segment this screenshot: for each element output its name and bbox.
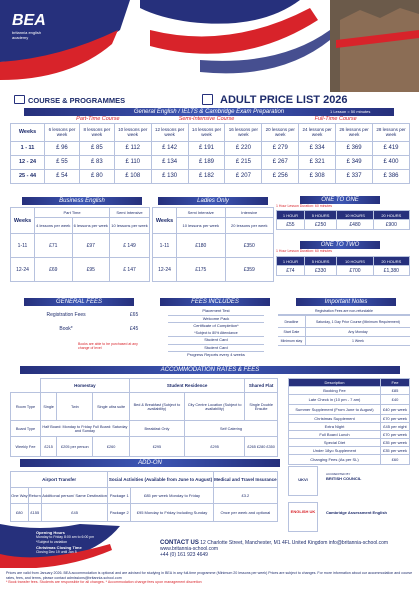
clipboard-icon (202, 94, 213, 105)
fee-val: £35 per week (380, 439, 409, 447)
general-english-table (10, 116, 410, 184)
col-header: 8 lessons per week (79, 123, 114, 141)
price-cell: £ 256 (262, 169, 299, 183)
price-cell: £250 (304, 220, 336, 230)
footer-note: * Book transfer fees. Students are responsible for all changes. * Accommodation change fees upon management discretion (6, 580, 202, 585)
fee-desc: Changing Fees (As per SL) (289, 455, 381, 465)
hours-line: *Subject to variation (36, 540, 68, 544)
one-to-two-table (276, 256, 410, 276)
price-cell: £ 134 (151, 155, 188, 169)
room-cell: Twin (57, 393, 93, 421)
footer-note: Prices are valid from January 2026. BEA accommodation is optional and are advised for studying in BEA in any full-time programme (Minimum 20 lessons per week) Prices are subject to changes. For more information about our accommodation and course rates, fees, and terms, please contact admissions@britannia-school.com (6, 571, 413, 580)
ladies-only-title: Ladies Only (197, 198, 229, 204)
price-cell: £330 (304, 266, 336, 276)
fee-val: £70 per week (380, 415, 409, 423)
table-row (11, 258, 150, 282)
col-header: 4 lessons per week (35, 218, 73, 234)
col-header: 10 HOURS (337, 257, 373, 266)
col-header: 1 HOUR (277, 257, 305, 266)
bc-name: BRITISH COUNCIL (326, 476, 362, 481)
row-label: Board Type (11, 421, 41, 437)
price-cell: £180 (177, 234, 226, 258)
price-cell: £ 207 (225, 169, 262, 183)
important-notes-heading: Registration Fees are non-refundable (278, 308, 410, 315)
list-item: Placement Test (168, 308, 264, 316)
fee-val: £40 (380, 395, 409, 405)
hours-line: Monday to Friday 8:00 am to 6:00 pm (36, 535, 95, 539)
col-header: 24 lessons per week (299, 123, 336, 141)
col-header: 5 HOURS (304, 257, 336, 266)
accommodation-bar (20, 366, 400, 374)
fee-desc: Under 18yo Supplement (289, 447, 381, 455)
logo (12, 12, 82, 40)
price-cell: £ 83 (79, 155, 114, 169)
general-fees-title: GENERAL FEES (56, 299, 102, 305)
contact-address: 12 Charlotte Street, Manchester, M1 4FL United Kingdom info@britannia-school.com www.britannia-school.com (160, 540, 389, 552)
col-header: 6 lessons per week (72, 218, 110, 234)
addon-bar (20, 459, 280, 467)
fee-cell: £205 per person (57, 437, 93, 457)
fee-desc: Booking Fee (289, 387, 381, 395)
business-english-bar (22, 197, 142, 205)
fee-val: £35 per week (380, 447, 409, 455)
col-header: 10 HOURS (337, 211, 373, 220)
price-cell: £ 55 (45, 155, 80, 169)
one-to-one-note: 1 Hour Lesson Duration: 60 minutes (276, 204, 333, 208)
room-cell: City Centre Location (Subject to availability) (184, 393, 244, 421)
fee-val: £40 per week (380, 405, 409, 415)
note-value: Any Monday (305, 328, 410, 337)
fees-includes-list (168, 308, 264, 359)
cat-semi: Semi-Intensive Course (178, 116, 235, 123)
col-header: Return (28, 488, 41, 504)
board-cell: Breakfast Only (129, 421, 184, 437)
ukvi-logo: UKVI (288, 466, 318, 496)
col-header: 6 lessons per week (45, 123, 80, 141)
one-to-one-table (276, 210, 410, 230)
col-header: 20 HOURS (373, 211, 409, 220)
price-cell: £ 349 (336, 155, 373, 169)
page-title: ADULT PRICE LIST 2026 (220, 94, 348, 106)
one-to-two-title: ONE TO TWO (320, 242, 360, 248)
logo-text: BEA (12, 12, 46, 29)
weeks-header: Weeks (11, 208, 35, 234)
list-item: Student Card (168, 337, 264, 345)
weeks-cell: 1 - 11 (11, 141, 45, 155)
price-cell: £ 130 (151, 169, 188, 183)
table-row (11, 155, 410, 169)
ladies-only-table (152, 207, 274, 282)
hours-line: Closing Dec 19 until Jan 5 (36, 550, 77, 554)
contact-label: CONTACT US (160, 540, 199, 546)
cambridge-logo: Cambridge Assessment English (326, 510, 387, 515)
col-header: 28 lessons per week (373, 123, 410, 141)
col-header: 20 HOURS (373, 257, 409, 266)
fee-value: £65 (129, 312, 139, 318)
col-header: 10 lessons per week (114, 123, 151, 141)
accreditations (288, 466, 410, 538)
price-cell: £ 149 (110, 234, 150, 258)
col-header: 20 lessons per week (225, 218, 274, 234)
price-cell: £155 (28, 504, 41, 522)
price-cell: £175 (177, 258, 226, 282)
footer (6, 571, 413, 585)
price-cell: £71 (35, 234, 73, 258)
price-cell: £900 (373, 220, 409, 230)
fees-includes-bar (160, 298, 270, 306)
col-header: 14 lessons per week (188, 123, 225, 141)
col-header: 20 lessons per week (262, 123, 299, 141)
fee-cell: £295 (129, 437, 184, 457)
price-cell: £ 80 (79, 169, 114, 183)
table-row (289, 439, 410, 447)
price-cell: £1,380 (373, 266, 409, 276)
price-cell: £ 321 (299, 155, 336, 169)
fee-desc: Extra Night (289, 423, 381, 431)
price-cell: £ 112 (114, 141, 151, 155)
fee-list-table (288, 378, 410, 465)
fee-val: £45 per night (380, 423, 409, 431)
important-notes-bar (296, 298, 396, 306)
weeks-header: Weeks (11, 123, 45, 141)
insurance-value: £3.2 (213, 488, 277, 504)
price-cell: £ 419 (373, 141, 410, 155)
board-cell: Half Board: Monday to Friday Full Board: Saturday and Sunday (41, 421, 130, 437)
price-cell: £ 110 (114, 155, 151, 169)
price-cell: £ 334 (299, 141, 336, 155)
room-cell: Single (41, 393, 57, 421)
price-cell: £ 215 (225, 155, 262, 169)
fee-label: Book* (59, 326, 73, 332)
price-cell: £ 54 (45, 169, 80, 183)
list-item: Progress Reports every 4 weeks (187, 352, 245, 357)
english-uk-logo: ENGLISH UK (288, 502, 318, 532)
one-to-one-bar (300, 196, 380, 204)
opening-hours (36, 530, 116, 555)
general-fees-bar (24, 298, 134, 306)
col-header: 10 lessons per week (110, 218, 150, 234)
price-cell: £55 (277, 220, 305, 230)
room-cell: Bed & Breakfast (Subject to availability) (129, 393, 184, 421)
addon-title: ADD-ON (138, 460, 162, 466)
note-label: Start Date (278, 328, 305, 337)
cat-part-time: Part-Time Course (76, 116, 120, 123)
pt-header: Part Time (35, 208, 110, 218)
one-to-two-note: 1 Hour Lesson Duration: 60 minutes (276, 249, 333, 253)
fee-desc: Full Board Lunch (289, 431, 381, 439)
col-header: 5 HOURS (304, 211, 336, 220)
book-note: Books are able to be purchased at any change of level (78, 342, 138, 350)
note-label: Minimum stay (278, 337, 305, 346)
fee-cell: £295 (184, 437, 244, 457)
note-value: Saturday, 1 Day Prior Course (Minimum Requirement) (305, 316, 410, 328)
room-cell: Single Double Ensuite (245, 393, 278, 421)
fee-val: £70 per week (380, 431, 409, 439)
insurance-note: Once per week and optional (213, 504, 277, 522)
price-cell: £ 220 (225, 141, 262, 155)
book-icon (14, 95, 25, 104)
price-cell: £700 (337, 266, 373, 276)
important-notes-title: Important Notes (324, 299, 368, 305)
weeks-header: Weeks (153, 208, 177, 234)
col-header: Fee (380, 379, 409, 387)
price-cell: £74 (277, 266, 305, 276)
col-header: One Way (11, 488, 29, 504)
weeks-cell: 12-24 (11, 258, 35, 282)
accommodation-table (10, 378, 278, 457)
price-cell: £ 189 (188, 155, 225, 169)
fees-includes-title: FEES INCLUDES (191, 299, 239, 305)
si-header: Semi Intensive (110, 208, 150, 218)
list-item: *Subject to 80% Attendance (168, 330, 264, 338)
fee-label: Registration Fees (46, 312, 86, 318)
one-to-two-bar (300, 241, 380, 249)
table-row (289, 431, 410, 439)
table-row (11, 234, 150, 258)
fee-cell: £215 (41, 437, 57, 457)
one-to-one-title: ONE TO ONE (321, 197, 359, 203)
price-cell: £ 308 (299, 169, 336, 183)
price-cell: £80 (11, 504, 29, 522)
table-row (289, 423, 410, 431)
fee-val: £60 (380, 455, 409, 465)
col-header: Additional person/ Same Destination (41, 488, 107, 504)
col-header: 26 lessons per week (336, 123, 373, 141)
fee-val: £85 (380, 387, 409, 395)
table-row (10, 322, 146, 336)
business-english-title: Business English (59, 198, 105, 204)
table-row (153, 258, 274, 282)
general-english-title: General English / IELTS & Cambridge Exam Preparation (133, 109, 285, 115)
price-cell: £ 386 (373, 169, 410, 183)
cat-full-time: Full-Time Course (314, 116, 357, 123)
price-cell: £ 369 (336, 141, 373, 155)
british-council-logo (326, 472, 406, 481)
airport-header: Airport Transfer (11, 472, 108, 488)
price-cell: £ 279 (262, 141, 299, 155)
table-row (289, 387, 410, 395)
col-header: 1 HOUR (277, 211, 305, 220)
table-row (11, 141, 410, 155)
hours-title: Opening Hours (36, 530, 65, 535)
weeks-cell: 12-24 (153, 258, 177, 282)
fee-desc: Summer Supplement (From June to August) (289, 405, 381, 415)
package-value: £95 Monday to Friday Including Sunday (131, 504, 213, 522)
weeks-cell: 1-11 (11, 234, 35, 258)
list-item: Welcome Pack (168, 316, 264, 324)
price-cell: £ 191 (188, 141, 225, 155)
price-cell: £ 267 (262, 155, 299, 169)
int-header: Intensive (225, 208, 274, 218)
ladies-only-bar (158, 197, 268, 205)
price-cell: £97 (72, 234, 110, 258)
fee-desc: Christmas Supplement (289, 415, 381, 423)
table-row (289, 455, 410, 465)
price-cell: £350 (225, 234, 274, 258)
package-label: Package 2 (108, 504, 131, 522)
table-row (289, 447, 410, 455)
price-cell: £69 (35, 258, 73, 282)
addon-table (10, 471, 278, 522)
package-label: Package 1 (108, 488, 131, 504)
price-cell: £ 400 (373, 155, 410, 169)
si-header: Semi Intensive (177, 208, 226, 218)
hours-title: Christmas Closing Time (36, 545, 82, 550)
price-cell: £ 142 (151, 141, 188, 155)
list-item: Student Card (168, 345, 264, 353)
row-label: Room Type (11, 393, 41, 421)
bc-label: ACCREDITED BY (326, 472, 351, 476)
fee-cell: £265 £280 £350 (245, 437, 278, 457)
note-value: 1 Week (305, 337, 410, 346)
package-value: £85 per week Monday to Friday (131, 488, 213, 504)
accommodation-title: ACCOMMODATION RATES & FEES (160, 367, 260, 373)
table-row (289, 395, 410, 405)
important-notes-table (278, 308, 410, 346)
price-cell: £ 96 (45, 141, 80, 155)
row-label: Weekly Fee (11, 437, 41, 457)
flat-header: Shared Flat (245, 379, 278, 393)
general-fees-table (10, 308, 146, 336)
weeks-cell: 1-11 (153, 234, 177, 258)
list-item: Certificate of Completion* (193, 323, 239, 328)
table-row (10, 308, 146, 322)
board-cell: Self Catering (184, 421, 277, 437)
room-cell: Single ultra suite (93, 393, 129, 421)
col-header: 16 lessons per week (225, 123, 262, 141)
fee-value: £45 (129, 326, 139, 332)
section-title: COURSE & PROGRAMMES (28, 96, 126, 105)
fee-desc: Late Check in (10 pm - 7 am) (289, 395, 381, 405)
homestay-header: Homestay (41, 379, 130, 393)
price-cell: £ 108 (114, 169, 151, 183)
table-row (289, 415, 410, 423)
fee-cell: £260 (93, 437, 129, 457)
col-header: Description (289, 379, 381, 387)
note-label: Deadline (278, 316, 305, 328)
price-cell: £ 85 (79, 141, 114, 155)
table-row (153, 234, 274, 258)
weeks-cell: 25 - 44 (11, 169, 45, 183)
table-row (289, 405, 410, 415)
price-cell: £480 (337, 220, 373, 230)
price-cell: £ 182 (188, 169, 225, 183)
price-cell: £45 (41, 504, 107, 522)
contact-block (160, 540, 412, 558)
social-header: Social Activities (Available from June to August) (108, 472, 213, 488)
insurance-header: Medical and Travel Insurance (213, 472, 277, 488)
col-header: 12 lessons per week (151, 123, 188, 141)
price-cell: £95 (72, 258, 110, 282)
weeks-cell: 12 - 24 (11, 155, 45, 169)
col-header: 10 lessons per week (177, 218, 226, 234)
logo-sub: britannia english academy (12, 30, 42, 40)
price-cell: £ 337 (336, 169, 373, 183)
price-cell: £ 147 (110, 258, 150, 282)
price-cell: £359 (225, 258, 274, 282)
residence-header: Student Residence (129, 379, 244, 393)
table-row (11, 169, 410, 183)
fee-desc: Special Diet (289, 439, 381, 447)
lesson-note: 1 Lesson = 50 minutes (330, 109, 371, 114)
contact-phone: +44 (0) 161 923 4649 (160, 552, 208, 558)
business-english-table (10, 207, 150, 282)
